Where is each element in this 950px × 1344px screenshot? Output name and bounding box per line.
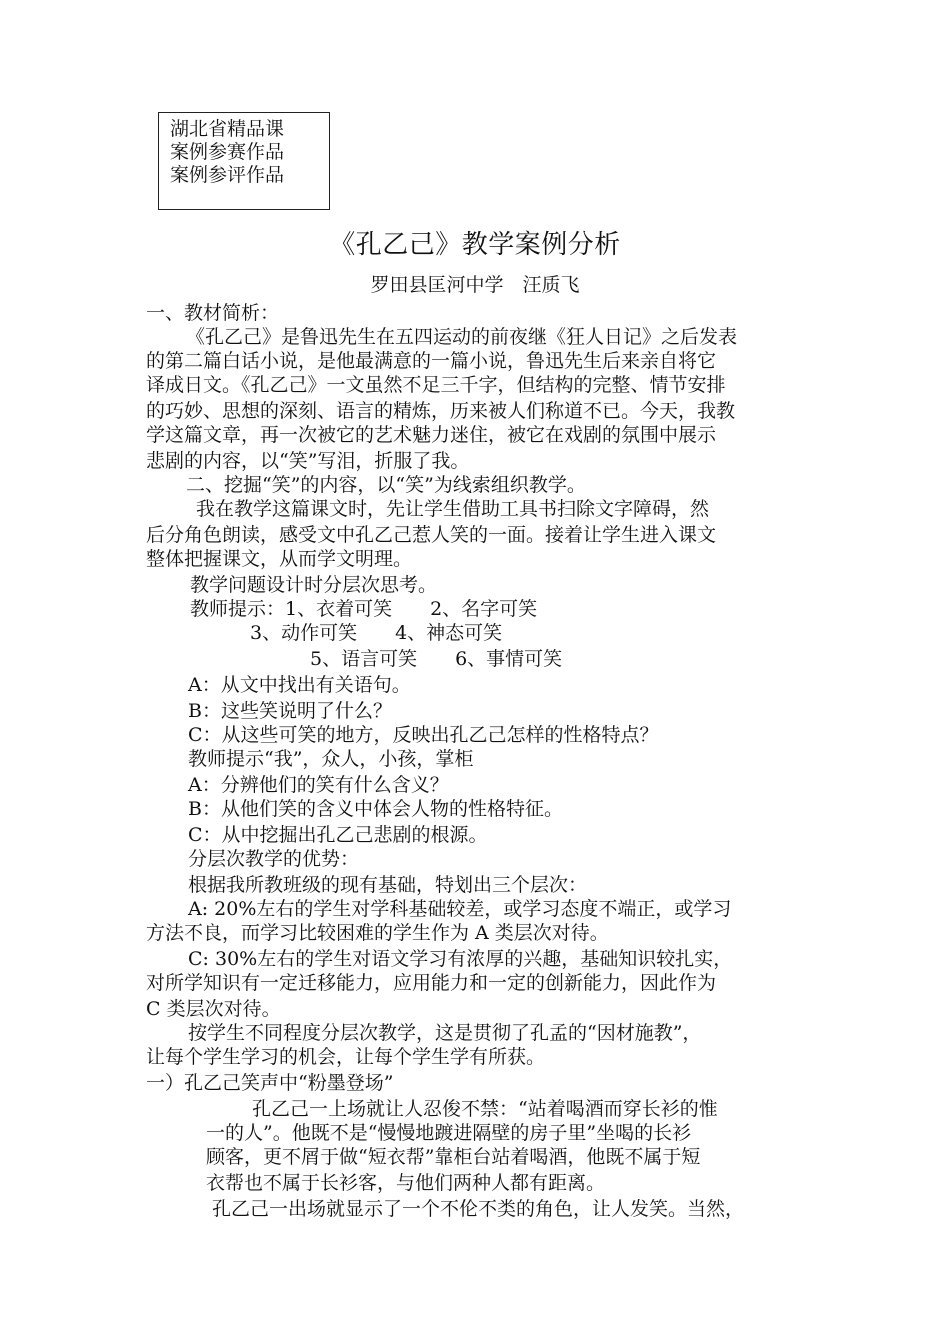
paragraph-line: C 类层次对待。 [146,998,281,1020]
paragraph-line: 我在教学这篇课文时，先让学生借助工具书扫除文字障碍，然 [196,498,710,520]
paragraph-line: 让每个学生学习的机会，让每个学生学有所获。 [146,1046,546,1068]
paragraph-line: 的巧妙、思想的深刻、语言的精炼，历来被人们称道不已。今天，我教 [146,400,736,422]
paragraph-line: 整体把握课文，从而学文明理。 [146,548,413,570]
section-heading: 二、挖掘“笑”的内容，以“笑”为线索组织教学。 [186,474,586,496]
paragraph-line: 教学问题设计时分层次思考。 [190,574,438,596]
paragraph-line: 分层次教学的优势： [188,848,360,870]
section-heading: 一）孔乙己笑声中“粉墨登场” [146,1072,394,1094]
paragraph-line: 孔乙己一上场就让人忍俊不禁：“站着喝酒而穿长衫的惟 [252,1098,718,1120]
paragraph-line: 悲剧的内容，以“笑”写泪，折服了我。 [146,450,470,472]
paragraph-line: 顾客，更不屑于做“短衣帮”靠柜台站着喝酒，他既不属于短 [206,1146,701,1168]
author-line: 罗田县匡河中学 汪质飞 [370,274,580,296]
paragraph-line: 按学生不同程度分层次教学，这是贯彻了孔孟的“因材施教”， [188,1022,702,1044]
question-line: A：从文中找出有关语句。 [188,674,411,696]
paragraph-line: 《孔乙己》是鲁迅先生在五四运动的前夜继《狂人日记》之后发表 [186,326,738,348]
teacher-hint-line: 5、语言可笑 6、事情可笑 [310,648,563,670]
paragraph-line: 一的人”。他既不是“慢慢地踱进隔壁的房子里”坐喝的长衫 [206,1122,692,1144]
award-line-2: 案例参赛作品 [170,141,285,163]
teacher-hint-line: 教师提示“我”，众人，小孩，掌柜 [188,748,474,770]
question-line: B：从他们笑的含义中体会人物的性格特征。 [188,798,563,820]
paragraph-line: 孔乙己一出场就显示了一个不伦不类的角色，让人发笑。当然， [212,1198,745,1220]
paragraph-line: A: 20%左右的学生对学科基础较差，或学习态度不端正，或学习 [188,898,732,920]
paragraph-line: 衣帮也不属于长衫客，与他们两种人都有距离。 [206,1172,606,1194]
paragraph-line: C: 30%左右的学生对语文学习有浓厚的兴趣，基础知识较扎实， [188,948,733,970]
document-title: 《孔乙己》教学案例分析 [329,230,621,260]
paragraph-line: 对所学知识有一定迁移能力，应用能力和一定的创新能力，因此作为 [146,972,717,994]
question-line: B：这些笑说明了什么？ [188,700,392,722]
paragraph-line: 译成日文。《孔乙己》一文虽然不足三千字，但结构的完整、情节安排 [146,374,726,396]
award-line-1: 湖北省精品课 [170,118,285,140]
paragraph-line: 后分角色朗读，感受文中孔乙己惹人笑的一面。接着让学生进入课文 [146,524,717,546]
teacher-hint-line: 教师提示：1、衣着可笑 2、名字可笑 [190,598,538,620]
question-line: C：从中挖掘出孔乙己悲剧的根源。 [188,824,488,846]
question-line: A：分辨他们的笑有什么含义？ [188,774,449,796]
paragraph-line: 学这篇文章，再一次被它的艺术魅力迷住，被它在戏剧的氛围中展示 [146,424,717,446]
paragraph-line: 方法不良，而学习比较困难的学生作为 A 类层次对待。 [146,922,609,944]
section-heading: 一、教材简析： [146,302,280,324]
question-line: C：从这些可笑的地方，反映出孔乙己怎样的性格特点？ [188,724,659,746]
teacher-hint-line: 3、动作可笑 4、神态可笑 [250,622,503,644]
award-box [158,112,330,210]
paragraph-line: 根据我所教班级的现有基础，特划出三个层次： [188,874,588,896]
paragraph-line: 的第二篇白话小说，是他最满意的一篇小说，鲁迅先生后来亲自将它 [146,350,717,372]
award-line-3: 案例参评作品 [170,164,285,186]
